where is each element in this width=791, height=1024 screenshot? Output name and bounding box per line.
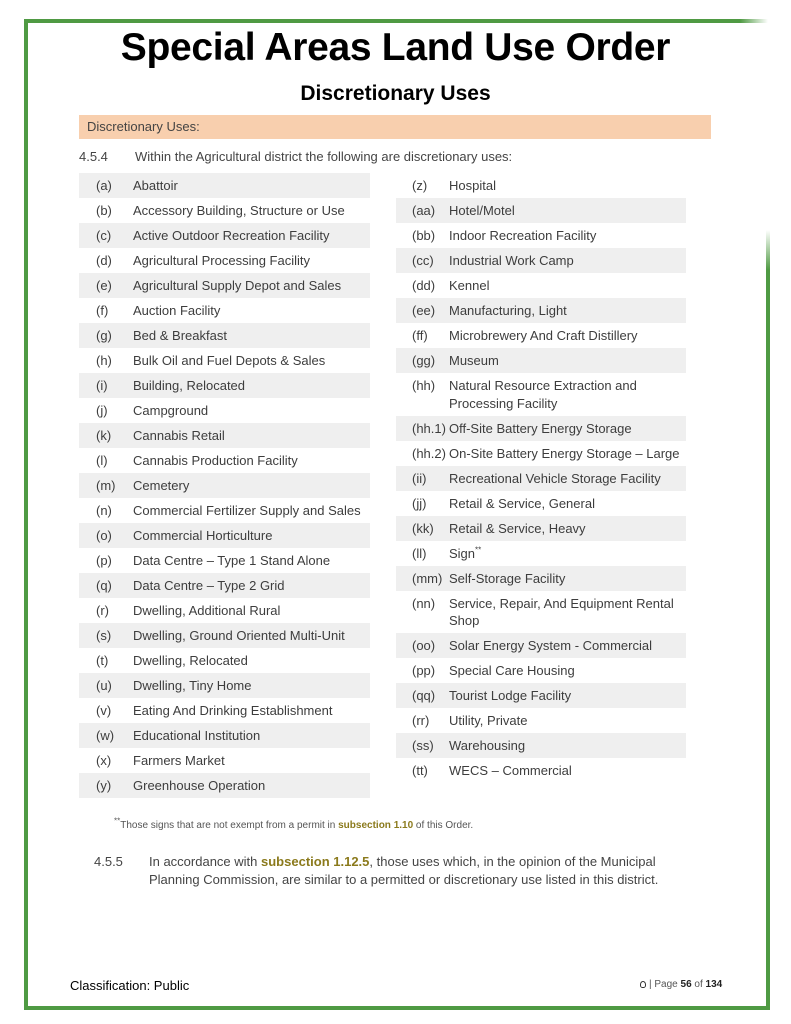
- item-letter: (f): [96, 303, 109, 318]
- list-item: [396, 416, 686, 441]
- list-item: [396, 298, 686, 323]
- item-letter: (tt): [412, 763, 428, 778]
- list-item: [396, 198, 686, 223]
- item-label-text: Off-Site Battery Energy Storage: [449, 420, 632, 436]
- list-item: [79, 523, 370, 548]
- item-label: [449, 570, 686, 588]
- item-label: [449, 377, 686, 412]
- item-label: [133, 677, 370, 695]
- list-item: [396, 516, 686, 541]
- item-label: [133, 727, 370, 745]
- item-label-text: Sign: [449, 545, 476, 561]
- item-label: [133, 202, 370, 220]
- page-number: 56: [680, 979, 692, 990]
- item-label: [449, 227, 686, 245]
- list-item: [79, 198, 370, 223]
- item-letter: (ss): [412, 738, 434, 753]
- list-item: [79, 473, 370, 498]
- list-item: [79, 598, 370, 623]
- item-label-text: Solar Energy System - Commercial: [449, 638, 652, 653]
- item-label: [133, 302, 370, 320]
- item-letter: (u): [96, 678, 112, 693]
- list-item: [79, 623, 370, 648]
- item-letter: (r): [96, 603, 109, 618]
- list-item: [396, 323, 686, 348]
- list-item: [396, 633, 686, 658]
- list-item: [396, 466, 686, 491]
- page-frame-top: [24, 19, 768, 23]
- item-label: [133, 577, 370, 595]
- item-label: [133, 402, 370, 420]
- item-letter: (i): [96, 378, 108, 393]
- item-letter: (x): [96, 753, 112, 768]
- item-letter: (b): [96, 203, 112, 218]
- list-item: [396, 541, 686, 566]
- item-label: [133, 602, 370, 620]
- item-label-text: Recreational Vehicle Storage Facility: [449, 470, 661, 486]
- item-label-text: Dwelling, Ground Oriented Multi-Unit: [133, 628, 345, 643]
- item-label: [133, 377, 370, 395]
- item-label: [449, 595, 686, 630]
- item-label-text: Agricultural Supply Depot and Sales: [133, 278, 342, 293]
- item-letter: (g): [96, 328, 112, 343]
- page-title: Special Areas Land Use Order: [120, 26, 671, 69]
- item-label-text: Museum: [449, 353, 499, 368]
- clause-text-before: In accordance with: [149, 854, 262, 869]
- item-letter: (s): [96, 628, 112, 643]
- item-label-text: Dwelling, Tiny Home: [133, 678, 252, 693]
- item-label: [133, 627, 370, 645]
- item-label-text: WECS – Commercial: [449, 763, 572, 778]
- item-label-text: Accessory Building, Structure or Use: [133, 203, 345, 218]
- item-letter: (n): [96, 503, 112, 518]
- item-letter: (hh.1): [412, 420, 446, 436]
- list-item: [396, 348, 686, 373]
- item-letter: (q): [96, 578, 112, 593]
- item-letter: (ff): [412, 328, 428, 343]
- item-label: [449, 202, 686, 220]
- item-label: [133, 427, 370, 445]
- item-label: [133, 527, 370, 545]
- item-letter: (kk): [412, 520, 434, 536]
- list-item: [396, 683, 686, 708]
- item-letter: (ll): [412, 545, 427, 561]
- info-icon: [640, 981, 646, 988]
- footnote-marker: **: [114, 816, 121, 826]
- item-letter: (v): [96, 703, 112, 718]
- item-letter: (gg): [412, 353, 436, 368]
- clause-text: [149, 853, 694, 889]
- list-item: [79, 748, 370, 773]
- clause-4-5-4: [79, 149, 512, 164]
- item-letter: (rr): [412, 713, 430, 728]
- page-frame-left: [24, 19, 28, 1008]
- page-prefix: | Page: [649, 979, 681, 990]
- item-label: [449, 445, 686, 463]
- item-label-text: Educational Institution: [133, 728, 261, 743]
- item-label-text: Bed & Breakfast: [133, 328, 227, 343]
- item-letter: (ee): [412, 303, 436, 318]
- item-label-text: Self-Storage Facility: [449, 570, 566, 586]
- list-item: [79, 573, 370, 598]
- page-subtitle: Discretionary Uses: [300, 82, 491, 105]
- item-label: [133, 652, 370, 670]
- item-label: [133, 277, 370, 295]
- list-item: [79, 773, 370, 798]
- list-item: [79, 673, 370, 698]
- item-label: [133, 702, 370, 720]
- item-letter: (jj): [412, 495, 427, 511]
- list-item: [396, 491, 686, 516]
- item-letter: (hh.2): [412, 445, 446, 461]
- list-item: [79, 173, 370, 198]
- list-item: [79, 298, 370, 323]
- item-label-text: Auction Facility: [133, 303, 221, 318]
- item-label-text: Eating And Drinking Establishment: [133, 703, 333, 718]
- list-item: [396, 733, 686, 758]
- list-item: [396, 223, 686, 248]
- item-label: [449, 352, 686, 370]
- item-letter: (mm): [412, 570, 443, 586]
- list-item: [79, 248, 370, 273]
- item-label: [133, 177, 370, 195]
- list-item: [396, 173, 686, 198]
- item-letter: (w): [96, 728, 115, 743]
- list-item: [396, 373, 686, 416]
- list-item: [79, 348, 370, 373]
- item-label-text: Service, Repair, And Equipment Rental Shop: [449, 595, 674, 628]
- item-label-text: Natural Resource Extraction and Processing Facility: [449, 378, 637, 411]
- item-letter: (d): [96, 253, 112, 268]
- page-of: of: [691, 979, 706, 990]
- list-item: [396, 273, 686, 298]
- item-label: [449, 687, 686, 705]
- list-item: [396, 566, 686, 591]
- item-label-text: Warehousing: [449, 738, 526, 753]
- item-letter: (ii): [412, 470, 427, 486]
- item-label-text: Special Care Housing: [449, 663, 575, 678]
- item-label: [449, 545, 686, 563]
- item-label-text: Retail & Service, Heavy: [449, 520, 586, 536]
- item-label: [133, 777, 370, 795]
- item-label: [133, 227, 370, 245]
- clause-text: Within the Agricultural district the following are discretionary uses:: [135, 149, 513, 164]
- list-item: [396, 658, 686, 683]
- list-item: [396, 248, 686, 273]
- item-letter: (y): [96, 778, 112, 793]
- item-label-text: Tourist Lodge Facility: [449, 688, 572, 703]
- item-label: [133, 352, 370, 370]
- item-letter: (a): [96, 178, 112, 193]
- list-item: [79, 548, 370, 573]
- item-label-text: Cannabis Production Facility: [133, 453, 298, 468]
- item-label: [133, 477, 370, 495]
- list-item: [79, 498, 370, 523]
- page-total: 134: [705, 979, 723, 990]
- footnote: [114, 816, 474, 831]
- item-letter: (l): [96, 453, 108, 468]
- item-label: [449, 520, 686, 538]
- list-item: [79, 648, 370, 673]
- item-letter: (t): [96, 653, 109, 668]
- item-label-text: Hospital: [449, 178, 496, 193]
- item-label: [133, 452, 370, 470]
- item-letter: (z): [412, 178, 428, 193]
- list-item: [79, 273, 370, 298]
- item-label-text: Bulk Oil and Fuel Depots & Sales: [133, 353, 326, 368]
- list-item: [79, 723, 370, 748]
- item-label-text: Commercial Fertilizer Supply and Sales: [133, 503, 361, 518]
- item-label: [449, 420, 686, 438]
- list-item: [79, 448, 370, 473]
- item-letter: (j): [96, 403, 108, 418]
- item-label-text: Dwelling, Additional Rural: [133, 603, 281, 618]
- item-label-text: Indoor Recreation Facility: [449, 228, 597, 243]
- item-label-text: Commercial Horticulture: [133, 528, 273, 543]
- item-label: [133, 327, 370, 345]
- list-item: [396, 441, 686, 466]
- item-label-text: Farmers Market: [133, 753, 225, 768]
- clause-link[interactable]: subsection 1.12.5: [261, 854, 370, 869]
- item-label: [449, 737, 686, 755]
- section-heading: Discretionary Uses:: [79, 115, 711, 139]
- item-label-text: Data Centre – Type 2 Grid: [133, 578, 285, 593]
- item-letter: (k): [96, 428, 112, 443]
- clause-number: 4.5.5: [94, 854, 123, 869]
- item-letter: (cc): [412, 253, 434, 268]
- item-label: [133, 502, 370, 520]
- item-label: [449, 662, 686, 680]
- uses-list-right: [396, 173, 686, 783]
- item-letter: (c): [96, 228, 112, 243]
- item-label-text: Data Centre – Type 1 Stand Alone: [133, 553, 331, 568]
- list-item: [79, 398, 370, 423]
- item-letter: (m): [96, 478, 116, 493]
- item-label-text: Manufacturing, Light: [449, 303, 567, 318]
- list-item: [396, 758, 686, 783]
- item-label-text: Hotel/Motel: [449, 203, 515, 218]
- item-letter: (nn): [412, 595, 436, 611]
- item-label: [449, 495, 686, 513]
- item-label: [449, 177, 686, 195]
- item-label: [449, 470, 686, 488]
- item-label-text: Retail & Service, General: [449, 495, 595, 511]
- item-label: [449, 252, 686, 270]
- item-letter: (h): [96, 353, 112, 368]
- list-item: [396, 591, 686, 634]
- footnote-link[interactable]: subsection 1.10: [338, 820, 414, 831]
- item-label-text: On-Site Battery Energy Storage – Large: [449, 445, 680, 461]
- list-item: [79, 698, 370, 723]
- item-label: [133, 252, 370, 270]
- item-letter: (oo): [412, 638, 436, 653]
- item-label-text: Greenhouse Operation: [133, 778, 266, 793]
- item-label-text: Utility, Private: [449, 713, 528, 728]
- list-item: [79, 373, 370, 398]
- item-footnote-marker: **: [475, 545, 482, 555]
- item-label: [449, 302, 686, 320]
- page-frame-top-fade: [740, 19, 768, 23]
- footnote-text-after: of this Order.: [413, 820, 474, 831]
- clause-number: 4.5.4: [79, 149, 108, 164]
- classification-label: Classification: Public: [70, 978, 190, 993]
- item-label: [449, 762, 686, 780]
- item-letter: (pp): [412, 663, 436, 678]
- item-label-text: Cemetery: [133, 478, 190, 493]
- item-label-text: Abattoir: [133, 178, 178, 193]
- page-frame-right-fade: [766, 230, 770, 270]
- item-letter: (dd): [412, 278, 436, 293]
- page-frame-bottom: [24, 1006, 770, 1010]
- item-letter: (e): [96, 278, 112, 293]
- list-item: [79, 223, 370, 248]
- clause-text-after: , those uses which, in the opinion of the Municipal Planning Commission, are similar to a permitted or discretionary use listed in this district.: [149, 854, 659, 887]
- uses-list-left: [79, 173, 370, 798]
- item-label-text: Building, Relocated: [133, 378, 246, 393]
- item-label-text: Microbrewery And Craft Distillery: [449, 328, 638, 343]
- item-letter: (aa): [412, 203, 436, 218]
- item-label-text: Industrial Work Camp: [449, 253, 574, 268]
- item-label-text: Kennel: [449, 278, 490, 293]
- item-label: [133, 552, 370, 570]
- item-letter: (qq): [412, 688, 436, 703]
- item-letter: (o): [96, 528, 112, 543]
- clause-4-5-5: [94, 853, 694, 889]
- footnote-text-before: Those signs that are not exempt from a permit in: [120, 820, 339, 831]
- item-label: [449, 327, 686, 345]
- page-indicator: [640, 979, 722, 990]
- item-label-text: Cannabis Retail: [133, 428, 225, 443]
- list-item: [79, 323, 370, 348]
- item-label: [133, 752, 370, 770]
- item-letter: (bb): [412, 228, 436, 243]
- item-label-text: Agricultural Processing Facility: [133, 253, 311, 268]
- list-item: [79, 423, 370, 448]
- item-label: [449, 712, 686, 730]
- item-label: [449, 277, 686, 295]
- item-label-text: Active Outdoor Recreation Facility: [133, 228, 330, 243]
- item-label-text: Campground: [133, 403, 209, 418]
- item-label: [449, 637, 686, 655]
- list-item: [396, 708, 686, 733]
- page-frame-right: [766, 270, 770, 1010]
- item-letter: (hh): [412, 378, 436, 393]
- item-label-text: Dwelling, Relocated: [133, 653, 248, 668]
- item-letter: (p): [96, 553, 112, 568]
